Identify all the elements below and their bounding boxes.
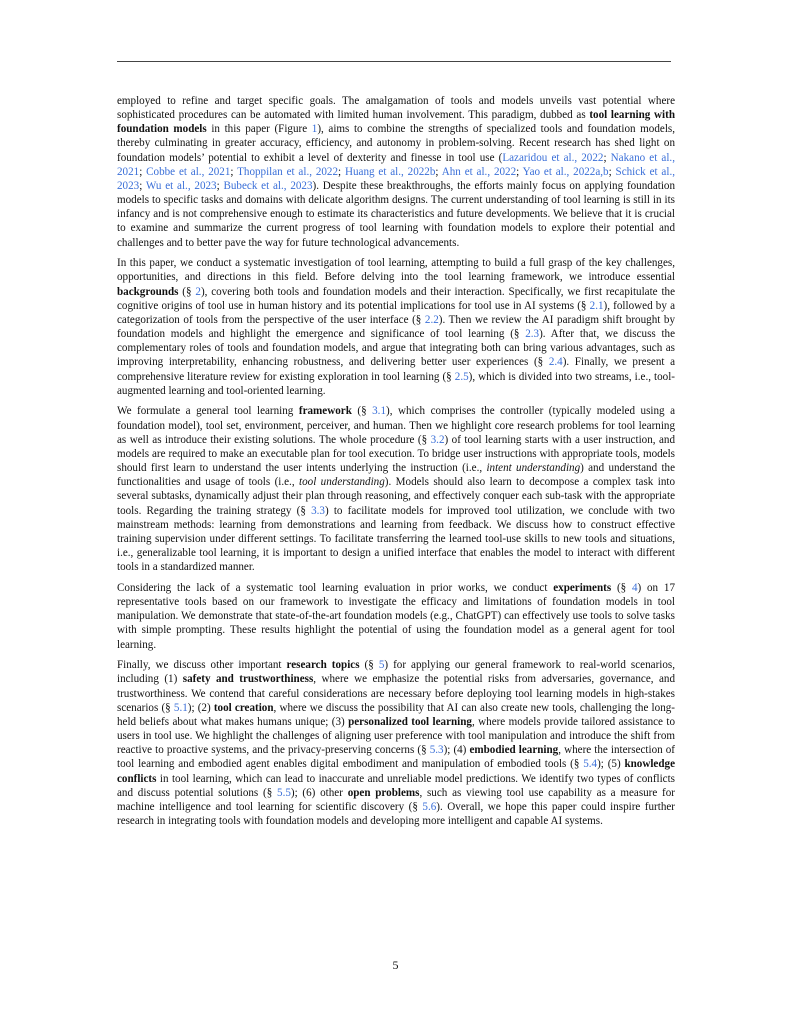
- paragraph-research-topics: [117, 658, 675, 828]
- bold-term: safety and trustworthiness: [182, 673, 314, 686]
- text-run: (§: [351, 405, 373, 418]
- text-run: , where we discuss the possibility that AI can also create new tools, challenging the long-held beliefs about what makes humans unique; (3): [117, 701, 675, 728]
- text-run: , where the intersection of tool learning and embodied agent enables digital embodiment and manipulation of embodied tools (§: [117, 744, 675, 771]
- reference-link[interactable]: 5.1: [173, 701, 188, 714]
- bold-term: tool creation: [213, 701, 274, 714]
- reference-link[interactable]: Ahn et al., 2022: [441, 165, 517, 178]
- text-run: ), which is divided into two streams, i.e., tool-augmented learning and tool-oriented learning.: [117, 370, 675, 397]
- text-run: ;: [338, 165, 345, 178]
- text-run: In this paper, we conduct a systematic investigation of tool learning, attempting to build a full grasp of the key challenges, opportunities, and directions in this field. Before delving into the tool learning framework, we introduce essential: [117, 257, 675, 284]
- text-run: , where models provide tailored assistance to users in tool use. We highlight the challenges of aligning user preference with tool manipulation and introduce the shift from reactive to proactive systems, and the privacy-preserving concerns (§: [117, 715, 675, 757]
- body-text: [117, 94, 675, 835]
- text-run: ), which comprises the controller (typically modeled using a foundation model), tool set, environment, perceiver, and human. Then we highlight core research problems for tool learning as well as introduce their existing solutions. The whole procedure (§: [117, 405, 675, 446]
- text-run: , such as viewing tool use capability as a measure for machine intelligence and tool learning for scientific discovery (§: [117, 786, 675, 813]
- reference-link[interactable]: 1: [311, 123, 318, 136]
- header-rule: [117, 61, 671, 62]
- reference-link[interactable]: Cobbe et al., 2021: [146, 165, 231, 178]
- italic-term: tool understanding: [299, 476, 385, 489]
- reference-link[interactable]: 5.5: [277, 786, 291, 799]
- text-run: employed to refine and target specific goals. The amalgamation of tools and models unveils vast potential where sophisticated procedures can be automated with limited human involvement. This paradigm, dubbed as: [117, 95, 675, 122]
- text-run: ) for applying our general framework to real-world scenarios, including (1): [117, 659, 675, 686]
- reference-link[interactable]: Huang et al., 2022b: [344, 165, 436, 178]
- text-run: ) to facilitate models for improved tool utilization, we conclude with two mainstream methods: learning from demonstrations and learning from feedback. We discuss how to construct effective training supervision under different settings. To facilitate transferring the learned tool-use skills to new tools and situations, i.e., generalizable tool learning, it is important to design a unified interface that enables the model to interact with different tools in a standardized manner.: [117, 504, 675, 574]
- text-run: ) and understand the functionalities and usage of tools (i.e.,: [117, 462, 676, 489]
- text-run: Considering the lack of a systematic tool learning evaluation in prior works, we conduct: [117, 581, 554, 594]
- reference-link[interactable]: 2.2: [424, 313, 439, 326]
- italic-term: intent understanding: [486, 462, 581, 475]
- bold-term: backgrounds: [117, 285, 179, 298]
- bold-term: personalized tool learning: [348, 715, 472, 728]
- bold-term: embodied learning: [469, 744, 559, 757]
- text-run: ). Overall, we hope this paper could inspire further research in integrating tools with foundation models and developing more intelligent and capable AI systems.: [117, 800, 675, 828]
- text-run: ); (4): [443, 744, 470, 757]
- bold-term: experiments: [553, 581, 612, 594]
- text-run: Finally, we discuss other important: [117, 659, 287, 672]
- reference-link[interactable]: 3.1: [372, 405, 386, 418]
- reference-link[interactable]: 2.3: [525, 328, 540, 341]
- text-run: (§: [359, 659, 379, 672]
- reference-link[interactable]: Nakano et al., 2021: [117, 151, 675, 178]
- reference-link[interactable]: 2: [195, 285, 201, 298]
- bold-term: framework: [298, 405, 352, 418]
- reference-link[interactable]: Lazaridou et al., 2022: [502, 151, 604, 164]
- text-run: ;: [603, 151, 611, 164]
- text-run: ). Finally, we present a comprehensive literature review for existing exploration in tool learning (§: [117, 356, 675, 383]
- bold-term: research topics: [286, 659, 360, 672]
- bold-term: tool learning with foundation models: [117, 109, 675, 136]
- reference-link[interactable]: 5.3: [429, 744, 444, 757]
- reference-link[interactable]: Schick et al., 2023: [117, 165, 675, 192]
- text-run: , where we emphasize the potential risks from adversaries, governance, and trustworthiness. We contend that careful considerations are necessary before deploying tool learning models in high-stakes scenarios (§: [117, 673, 675, 714]
- reference-link[interactable]: 5: [378, 659, 385, 672]
- reference-link[interactable]: 3.2: [430, 433, 445, 446]
- text-run: ;: [230, 165, 238, 178]
- text-run: We formulate a general tool learning: [117, 405, 299, 418]
- reference-link[interactable]: 5.6: [422, 800, 437, 813]
- text-run: in tool learning, which can lead to inaccurate and unreliable model predictions. We identify two types of conflicts and discuss potential solutions (§: [117, 772, 675, 799]
- reference-link[interactable]: 2.4: [548, 356, 563, 369]
- paragraph-framework: [117, 404, 675, 574]
- text-run: ) on 17 representative tools based on our framework to investigate the efficacy and limitations of foundation models in tool manipulation. We demonstrate that state-of-the-art foundation models (e.g., ChatGPT) can effectively use tools to solve tasks with simple prompting. These results highlight the potential of using the foundation model as a general agent for tool learning.: [117, 581, 675, 651]
- text-run: ;: [216, 179, 224, 192]
- reference-link[interactable]: 2.5: [454, 370, 469, 383]
- reference-link[interactable]: Wu et al., 2023: [145, 179, 217, 192]
- text-run: ;: [608, 165, 616, 178]
- text-run: ); (5): [597, 758, 625, 771]
- text-run: ). Then we review the AI paradigm shift brought by foundation models and highlight the emergence and significance of tool learning (§: [117, 313, 675, 341]
- text-run: in this paper (Figure: [206, 123, 312, 136]
- reference-link[interactable]: 2.1: [589, 299, 604, 312]
- reference-link[interactable]: 4: [631, 581, 638, 594]
- text-run: ), followed by a categorization of tools from the perspective of the user interface (§: [117, 299, 675, 326]
- text-run: ); (6) other: [290, 786, 348, 799]
- text-run: ). Despite these breakthroughs, the efforts mainly focus on applying foundation models to specific tasks and domains with delicate algorithm designs. The current understanding of tool learning is still in its infancy and is not comprehensive enough to estimate its characteristics and future developments. We believe that it is crucial to examine and summarize the current progress of tool learning with foundation models to explore their potential and challenges and to better pave the way for future technological advancements.: [117, 179, 676, 249]
- paragraph-intro-continued: [117, 94, 675, 250]
- text-run: ;: [435, 165, 442, 178]
- text-run: ); (2): [187, 701, 214, 714]
- text-run: (§: [611, 581, 632, 594]
- bold-term: open problems: [347, 786, 420, 799]
- text-run: (§: [178, 285, 196, 298]
- text-run: ), aims to combine the strengths of specialized tools and foundation models, thereby culminating in greater accuracy, efficiency, and autonomy in problem-solving. Recent research has shed light on foundation models’ potential to exhibit a level of dexterity and finesse in tool use (: [117, 123, 675, 164]
- bold-term: knowledge conflicts: [117, 758, 675, 785]
- reference-link[interactable]: 3.3: [311, 504, 325, 517]
- text-run: ;: [139, 165, 147, 178]
- text-run: ). Models should also learn to decompose a complex task into several subtasks, dynamically adjust their plan through reasoning, and effectively conquer each sub-task with the appropriate tools. Regarding the training strategy (§: [117, 476, 675, 517]
- reference-link[interactable]: 5.4: [583, 758, 598, 771]
- text-run: ), covering both tools and foundation models and their interaction. Specifically, we first recapitulate the cognitive origins of tool use in human history and its potential implications for tool use in AI systems (§: [117, 285, 675, 312]
- page-number: 5: [392, 958, 399, 972]
- reference-link[interactable]: Thoppilan et al., 2022: [237, 165, 339, 178]
- text-run: ;: [516, 165, 523, 178]
- paragraph-backgrounds: [117, 256, 675, 398]
- reference-link[interactable]: Bubeck et al., 2023: [223, 179, 313, 192]
- text-run: ;: [139, 179, 146, 192]
- reference-link[interactable]: Yao et al., 2022a,b: [522, 165, 609, 178]
- text-run: ). After that, we discuss the complementary roles of tools and foundation models, and argue that integrating both can bring various advantages, such as improving interpretability, enhancing robustness, and delivering better user experiences (§: [117, 328, 676, 369]
- paragraph-experiments: [117, 581, 675, 652]
- text-run: ) of tool learning starts with a user instruction, and models are required to make an executable plan for tool execution. To bridge user instructions with appropriate tools, models should first learn to understand the user intents underlying the instruction (i.e.,: [117, 433, 675, 475]
